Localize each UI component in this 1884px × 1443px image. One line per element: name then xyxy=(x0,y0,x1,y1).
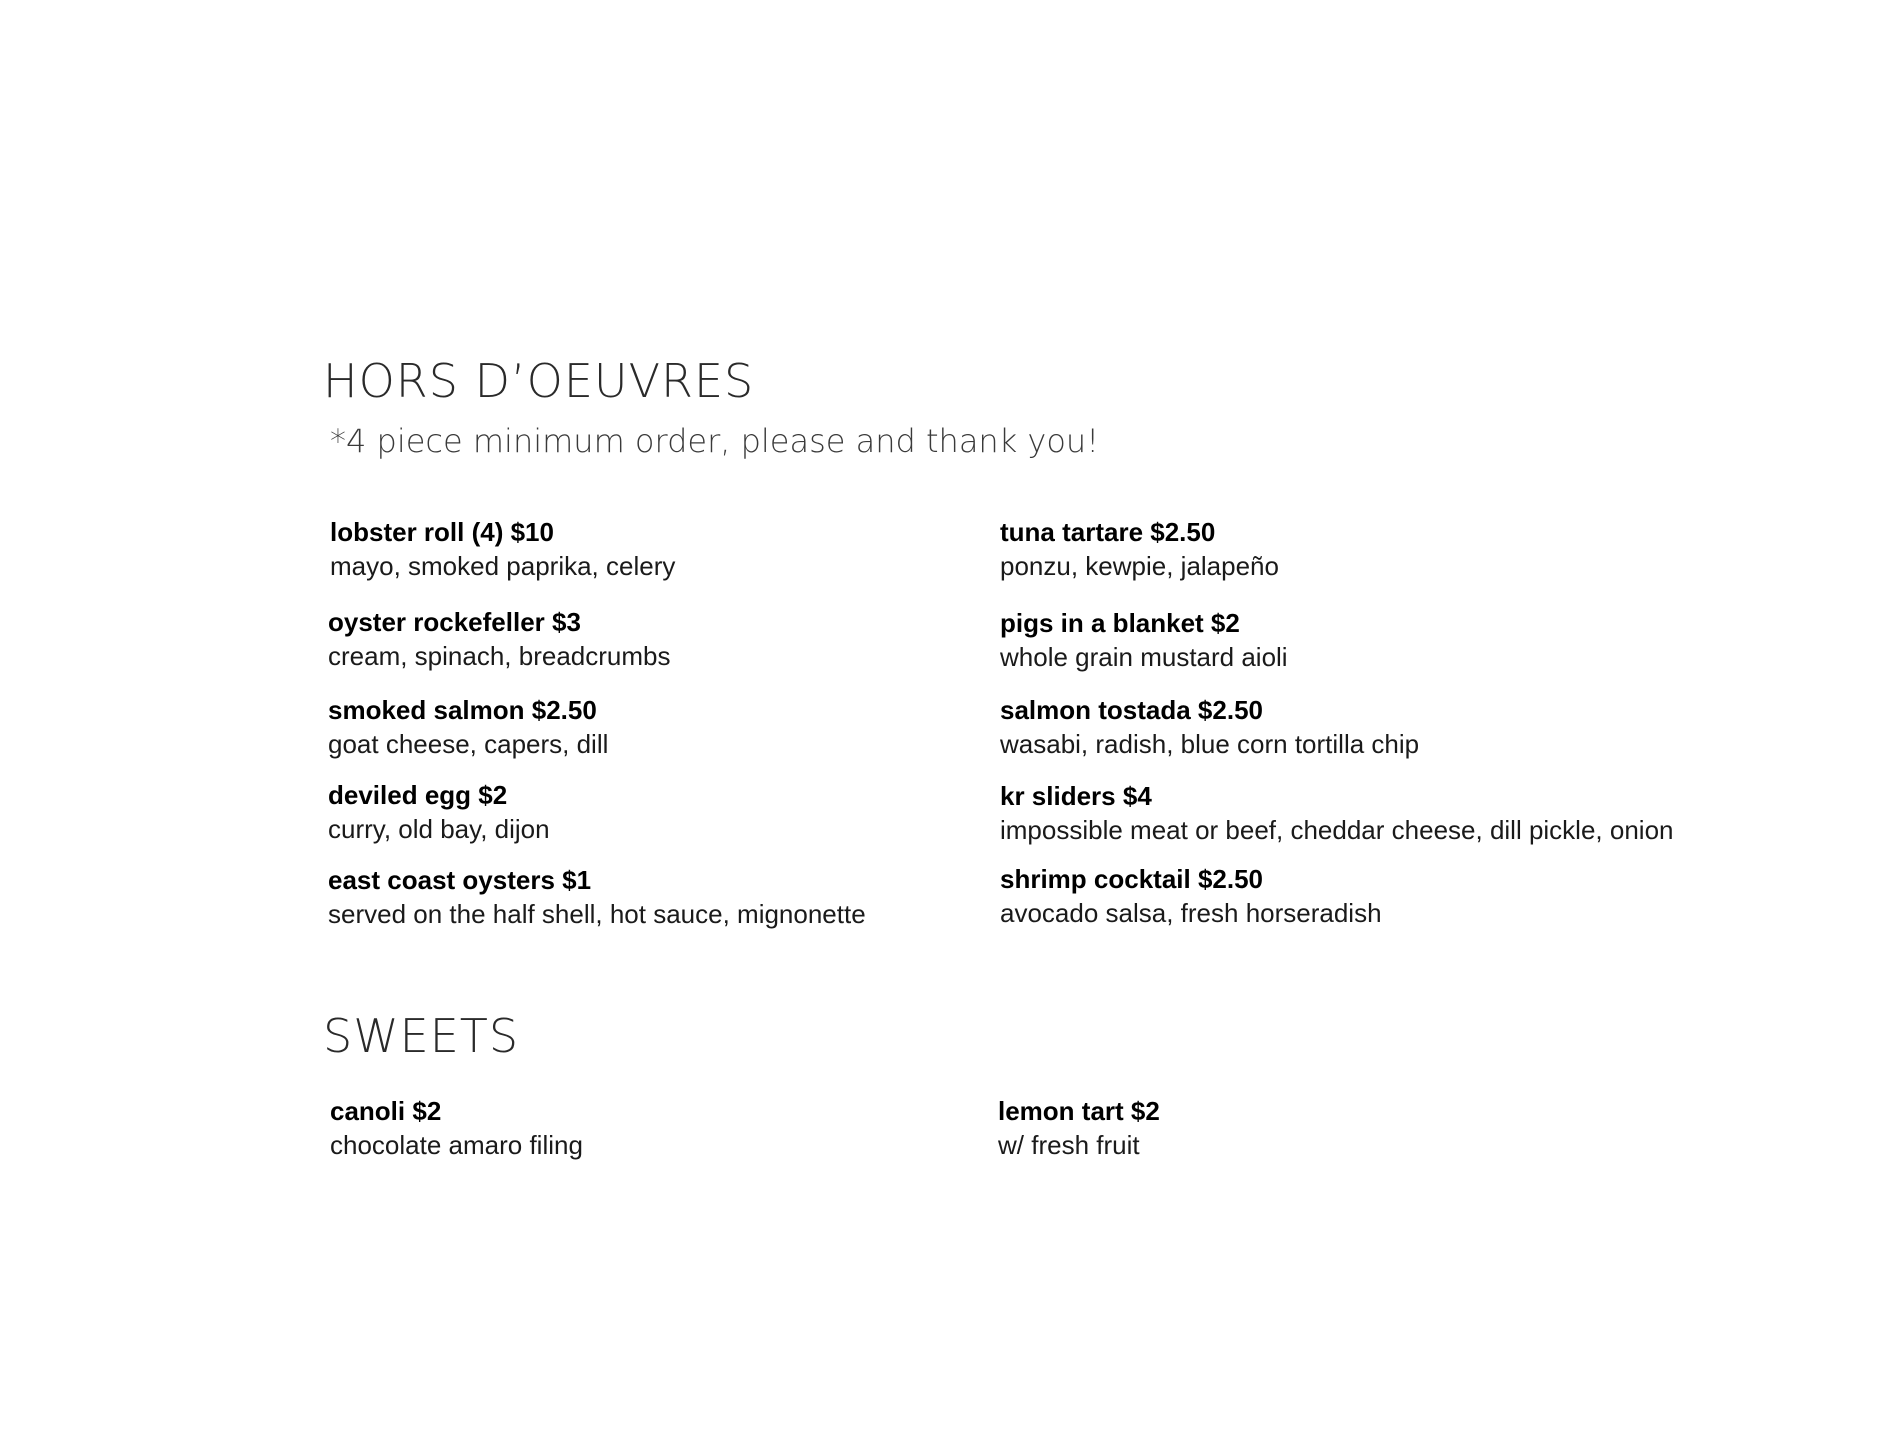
item-name: lobster roll (4) $10 xyxy=(330,517,554,547)
menu-item xyxy=(328,778,988,846)
item-name: salmon tostada $2.50 xyxy=(1000,695,1263,725)
item-name: kr sliders $4 xyxy=(1000,781,1152,811)
item-name: canoli $2 xyxy=(330,1096,442,1126)
menu-item xyxy=(1000,515,1660,583)
item-description: served on the half shell, hot sauce, mignonette xyxy=(328,899,866,929)
sweets-title: SWEETS xyxy=(323,1009,520,1063)
item-description: ponzu, kewpie, jalapeño xyxy=(1000,551,1279,581)
item-description: mayo, smoked paprika, celery xyxy=(330,551,676,581)
item-name: pigs in a blanket $2 xyxy=(1000,608,1240,638)
menu-item xyxy=(1000,862,1660,930)
item-name: lemon tart $2 xyxy=(998,1096,1160,1126)
menu-item xyxy=(328,605,988,673)
item-description: curry, old bay, dijon xyxy=(328,814,550,844)
item-name: deviled egg $2 xyxy=(328,780,508,810)
item-description: whole grain mustard aioli xyxy=(1000,642,1288,672)
item-description: wasabi, radish, blue corn tortilla chip xyxy=(1000,729,1420,759)
menu-item xyxy=(1000,779,1674,847)
hors-doeuvres-title: HORS D’OEUVRES xyxy=(323,354,755,408)
menu-item xyxy=(328,863,988,931)
item-name: oyster rockefeller $3 xyxy=(328,607,581,637)
item-name: smoked salmon $2.50 xyxy=(328,695,597,725)
item-description: cream, spinach, breadcrumbs xyxy=(328,641,671,671)
item-description: goat cheese, capers, dill xyxy=(328,729,609,759)
item-name: shrimp cocktail $2.50 xyxy=(1000,864,1264,894)
minimum-order-note: *4 piece minimum order, please and thank you! xyxy=(330,422,1100,460)
menu-item xyxy=(1000,606,1660,674)
item-description: w/ fresh fruit xyxy=(998,1130,1140,1160)
menu-item xyxy=(1000,693,1660,761)
item-name: east coast oysters $1 xyxy=(328,865,592,895)
item-description: chocolate amaro filing xyxy=(330,1130,583,1160)
menu-item xyxy=(998,1094,1658,1162)
menu-item xyxy=(330,1094,990,1162)
item-description: impossible meat or beef, cheddar cheese, dill pickle, onion xyxy=(1000,815,1674,845)
item-description: avocado salsa, fresh horseradish xyxy=(1000,898,1382,928)
menu-item xyxy=(330,515,990,583)
menu-item xyxy=(328,693,988,761)
item-name: tuna tartare $2.50 xyxy=(1000,517,1216,547)
